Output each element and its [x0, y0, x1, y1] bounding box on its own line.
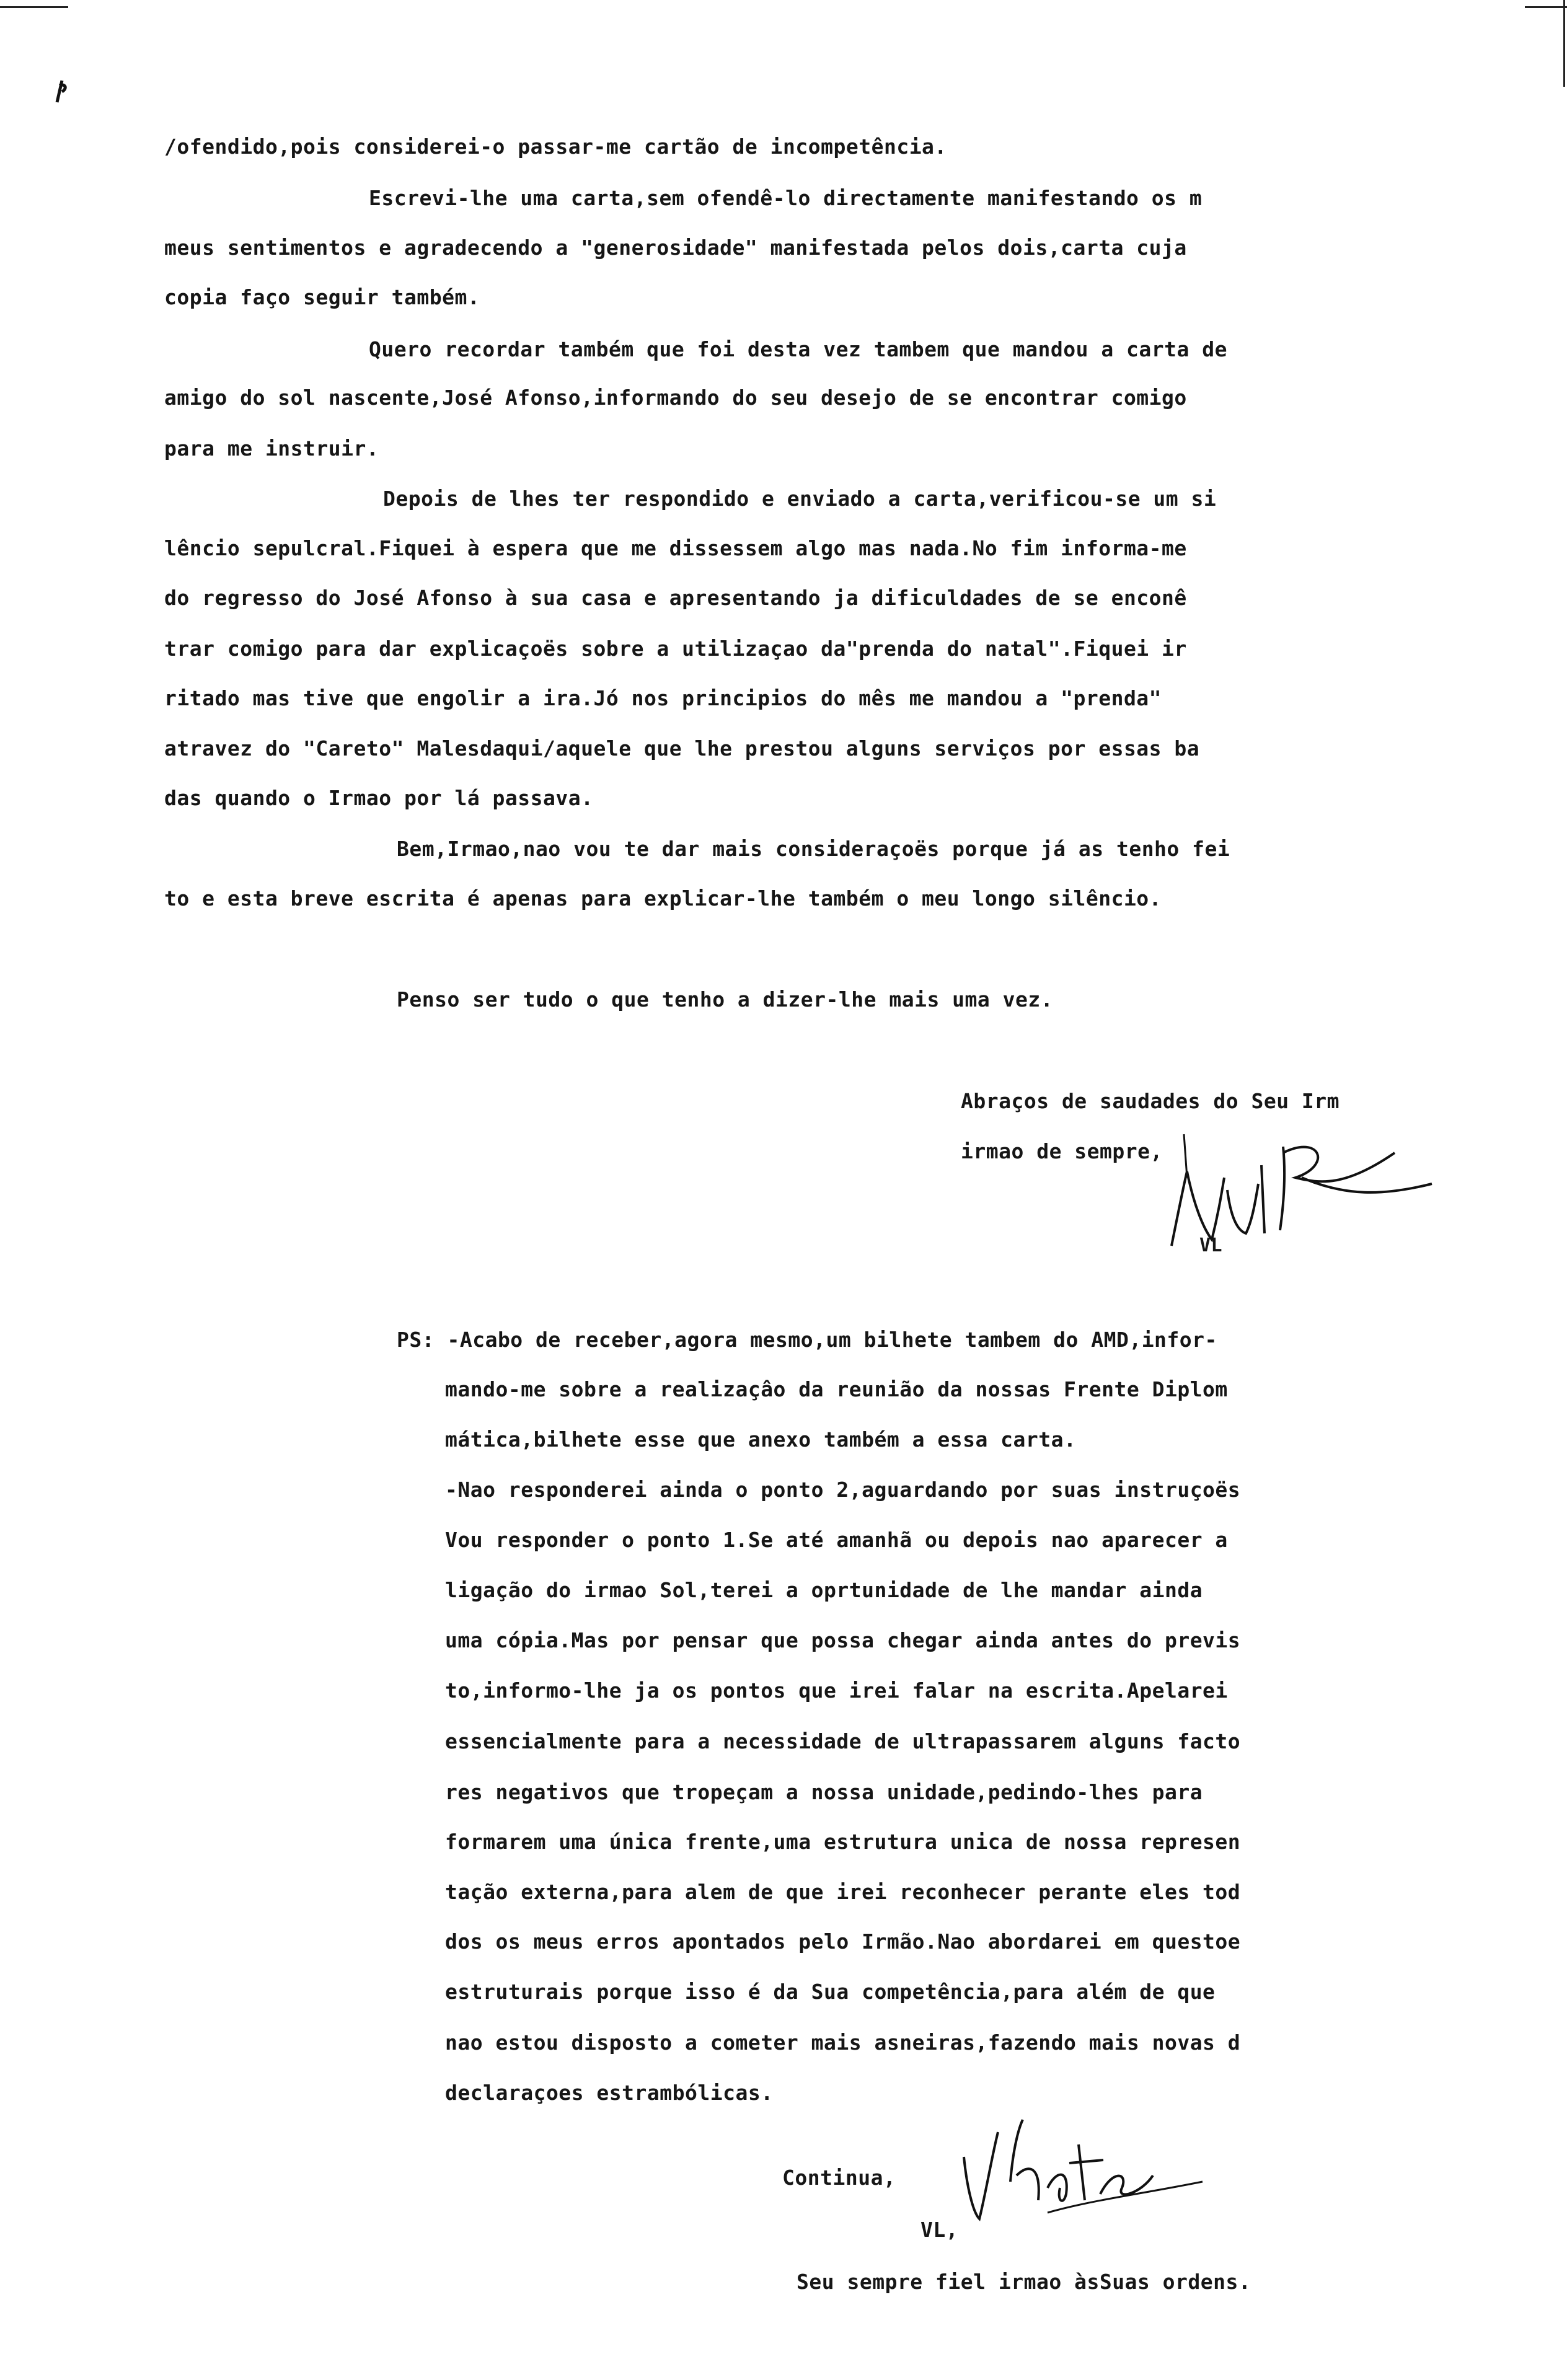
closing-line: irmao de sempre, — [961, 1139, 1163, 1163]
ps-line: estruturais porque isso é da Sua competência,para além de que — [445, 1980, 1216, 2004]
body-line: lêncio sepulcral.Fiquei à espera que me dissessem algo mas nada.No fim informa-me — [164, 536, 1187, 560]
body-line: meus sentimentos e agradecendo a "generosidade" manifestada pelos dois,carta cuja — [164, 236, 1187, 260]
closing-initials: VL — [1199, 1235, 1223, 1256]
body-line: ritado mas tive que engolir a ira.Jó nos principios do mês me mandou a "prenda" — [164, 686, 1162, 710]
ps-line: tação externa,para alem de que irei reconhecer perante eles tod — [445, 1880, 1241, 1904]
body-line: trar comigo para dar explicaçoës sobre a utilizaçao da"prenda do natal".Fiquei ir — [164, 637, 1187, 661]
ps-line: formarem uma única frente,uma estrutura unica de nossa represen — [445, 1830, 1241, 1854]
ps-line: mática,bilhete esse que anexo também a essa carta. — [445, 1427, 1077, 1452]
ps-line: nao estou disposto a cometer mais asneiras,fazendo mais novas d — [445, 2030, 1241, 2055]
body-line: to e esta breve escrita é apenas para explicar-lhe também o meu longo silêncio. — [164, 886, 1162, 910]
ps-line: to,informo-lhe ja os pontos que irei falar na escrita.Apelarei — [445, 1678, 1228, 1703]
body-line: para me instruir. — [164, 436, 379, 461]
signoff-initials: VL, — [920, 2218, 959, 2242]
body-line: Bem,Irmao,nao vou te dar mais consideraçoës porque já as tenho fei — [397, 837, 1230, 861]
ps-line: dos os meus erros apontados pelo Irmão.Nao abordarei em questoe — [445, 1929, 1241, 1954]
body-line: /ofendido,pois considerei-o passar-me cartão de incompetência. — [164, 134, 947, 159]
signoff-last-line: Seu sempre fiel irmao àsSuas ordens. — [797, 2270, 1251, 2294]
body-line: atravez do "Careto" Malesdaqui/aquele que lhe prestou alguns serviços por essas ba — [164, 736, 1200, 760]
body-line: das quando o Irmao por lá passava. — [164, 786, 594, 810]
body-line: amigo do sol nascente,José Afonso,informando do seu desejo de se encontrar comigo — [164, 386, 1187, 410]
ps-line: PS: -Acabo de receber,agora mesmo,um bilhete tambem do AMD,infor- — [397, 1328, 1217, 1352]
body-line: Quero recordar também que foi desta vez tambem que mandou a carta de — [369, 337, 1228, 361]
signoff-continue: Continua, — [782, 2166, 896, 2190]
ps-line: -Nao responderei ainda o ponto 2,aguardando por suas instruçoës — [445, 1478, 1241, 1502]
ps-line: declaraçoes estrambólicas. — [445, 2081, 774, 2105]
body-line: do regresso do José Afonso à sua casa e apresentando ja dificuldades de se enconê — [164, 586, 1187, 610]
body-line: Depois de lhes ter respondido e enviado a carta,verificou-se um si — [383, 487, 1217, 511]
scan-edge-mark — [1563, 0, 1565, 87]
handwritten-signature — [955, 2107, 1215, 2244]
ps-line: res negativos que tropeçam a nossa unidade,pedindo-lhes para — [445, 1780, 1203, 1804]
scan-edge-mark — [1525, 6, 1567, 8]
ps-line: mando-me sobre a realizaçâo da reunião da nossas Frente Diplom — [445, 1377, 1228, 1401]
body-line: copia faço seguir também. — [164, 285, 480, 309]
ps-line: Vou responder o ponto 1.Se até amanhã ou depois nao aparecer a — [445, 1528, 1228, 1552]
closing-line: Abraços de saudades do Seu Irm — [961, 1089, 1340, 1113]
ps-line: uma cópia.Mas por pensar que possa chegar ainda antes do previs — [445, 1628, 1241, 1652]
ps-line: ligação do irmao Sol,terei a oprtunidade de lhe mandar ainda — [445, 1578, 1203, 1602]
ps-line: essencialmente para a necessidade de ultrapassarem alguns facto — [445, 1729, 1241, 1753]
body-line: Penso ser tudo o que tenho a dizer-lhe mais uma vez. — [397, 987, 1054, 1011]
body-line: Escrevi-lhe uma carta,sem ofendê-lo directamente manifestando os m — [369, 186, 1203, 210]
margin-mark-icon — [43, 56, 81, 112]
scan-edge-mark — [0, 6, 68, 8]
